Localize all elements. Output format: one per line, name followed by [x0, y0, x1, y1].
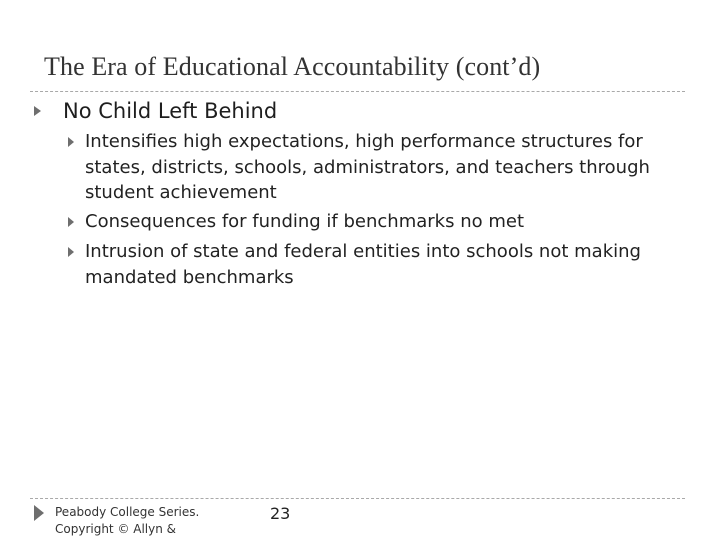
- bullet-text: No Child Left Behind: [63, 99, 278, 123]
- sub-bullet-arrow-icon: [68, 247, 74, 257]
- title-divider: [30, 91, 685, 92]
- slide-title: The Era of Educational Accountability (cont’d): [44, 52, 541, 81]
- footer-line-2: Copyright © Allyn &: [55, 522, 177, 536]
- sub-bullet-text: Consequences for funding if benchmarks no met: [85, 211, 525, 232]
- bullet-no-child-left-behind: [34, 97, 277, 125]
- sub-bullet-text: Intensifies high expectations, high performance structures for states, districts, schools, administrators, and teachers through student achievement: [85, 131, 650, 203]
- sub-bullet-high-expectations: [68, 129, 678, 206]
- sub-bullet-arrow-icon: [68, 217, 74, 227]
- bullet-arrow-icon: [34, 106, 41, 116]
- sub-bullet-text: Intrusion of state and federal entities into schools not making mandated benchmarks: [85, 241, 641, 288]
- sub-bullet-intrusion: [68, 239, 678, 290]
- footer-arrow-icon: [34, 505, 44, 521]
- footer-divider: [30, 498, 685, 499]
- footer-line-1: Peabody College Series.: [55, 505, 200, 519]
- page-number: 23: [270, 504, 291, 523]
- footer-copyright: [55, 504, 205, 538]
- sub-bullet-funding-consequences: [68, 209, 678, 235]
- sub-bullet-arrow-icon: [68, 137, 74, 147]
